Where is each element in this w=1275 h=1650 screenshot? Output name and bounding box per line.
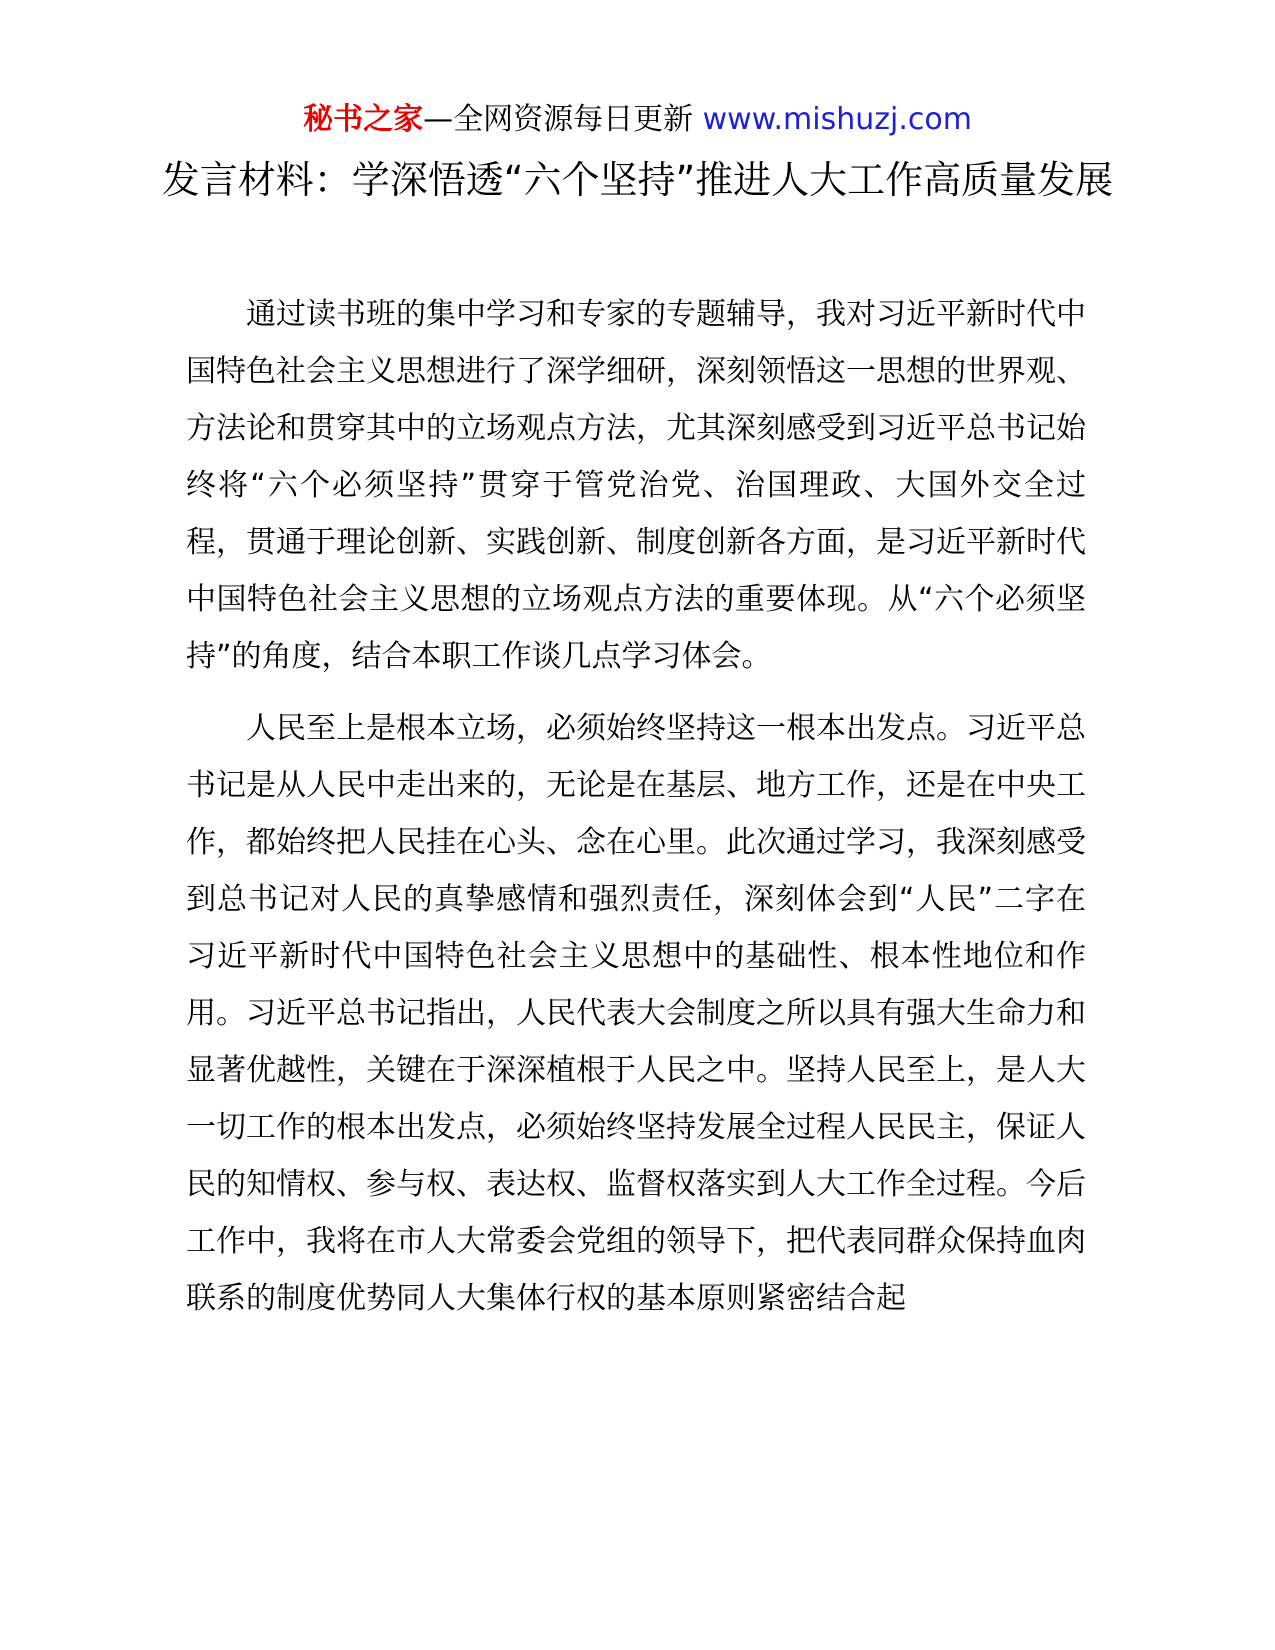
site-header [0, 100, 1275, 140]
paragraph-people-first: 人民至上是根本立场，必须始终坚持这一根本出发点。习近平总书记是从人民中走出来的，无论是在基层、地方工作，还是在中央工作，都始终把人民挂在心头、念在心里。此次通过学习，我深刻感受到总书记对人民的真挚感情和强烈责任，深刻体会到“人民”二字在习近平新时代中国特色社会主义思想中的基础性、根本性地位和作用。习近平总书记指出，人民代表大会制度之所以具有强大生命力和显著优越性，关键在于深深植根于人民之中。坚持人民至上，是人大一切工作的根本出发点，必须始终坚持发展全过程人民民主，保证人民的知情权、参与权、表达权、监督权落实到人大工作全过程。今后工作中，我将在市人大常委会党组的领导下，把代表同群众保持血肉联系的制度优势同人大集体行权的基本原则紧密结合起 [186, 711, 1086, 1316]
paragraph-intro: 通过读书班的集中学习和专家的专题辅导，我对习近平新时代中国特色社会主义思想进行了深学细研，深刻领悟这一思想的世界观、方法论和贯穿其中的立场观点方法，尤其深刻感受到习近平总书记始终将“六个必须坚持”贯穿于管党治党、治国理政、大国外交全过程，贯通于理论创新、实践创新、制度创新各方面，是习近平新时代中国特色社会主义思想的立场观点方法的重要体现。从“六个必须坚持”的角度，结合本职工作谈几点学习体会。 [186, 297, 1086, 674]
brand-name: 秘书之家 [303, 102, 424, 137]
document-body [186, 286, 1086, 1342]
header-tagline: —全网资源每日更新 [423, 102, 703, 137]
document-title: 发言材料：学深悟透“六个坚持”推进人大工作高质量发展 [161, 158, 1114, 202]
site-url-link[interactable]: www.mishuzj.com [702, 102, 972, 137]
